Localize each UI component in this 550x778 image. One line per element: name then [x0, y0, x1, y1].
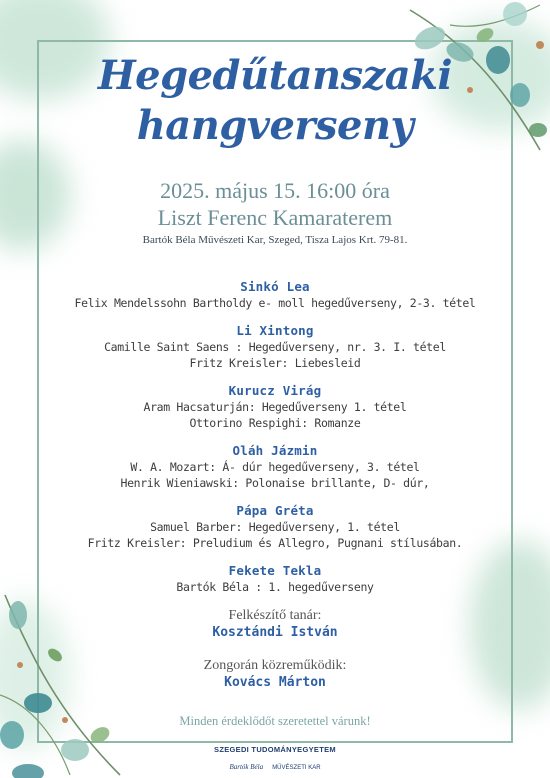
piece-line: W. A. Mozart: Á- dúr hegedűverseny, 3. tétel: [130, 460, 420, 474]
piano-block: [0, 657, 550, 691]
university-logo: [0, 745, 550, 773]
logo-faculty: MŰVÉSZETI KAR: [272, 765, 321, 771]
performer-name: Sinkó Lea: [240, 279, 310, 294]
performer-entry: [0, 322, 550, 371]
piece-line: Fritz Kreisler: Preludium és Allegro, Pugnani stílusában.: [87, 536, 463, 550]
piece-line: Bartók Béla : 1. hegedűverseny: [176, 580, 374, 594]
title-line-1: Hegedűtanszaki: [97, 52, 453, 99]
performer-name: Pápa Gréta: [236, 503, 314, 518]
performer-name: Li Xintong: [236, 323, 314, 338]
piece-line: Aram Hacsaturján: Hegedűverseny 1. tétel: [143, 400, 407, 414]
date-time: 2025. május 15. 16:00 óra: [160, 178, 390, 203]
performer-entry: [0, 382, 550, 431]
program-list: [0, 278, 550, 606]
logo-university: SZEGEDI TUDOMÁNYEGYETEM: [214, 745, 336, 754]
piece-line: Henrik Wieniawski: Polonaise brillante, D- dúr,: [120, 476, 430, 490]
performer-name: Oláh Jázmin: [232, 443, 318, 458]
piece-line: Fritz Kreisler: Liebesleid: [189, 356, 361, 370]
preparation-teacher: Kosztándi István: [212, 625, 338, 640]
performer-name: Fekete Tekla: [228, 563, 322, 578]
piano-label: Zongorán közreműködik:: [203, 658, 347, 673]
invitation-text: Minden érdeklődőt szeretettel várunk!: [179, 714, 371, 728]
piece-line: Ottorino Respighi: Romanze: [189, 416, 361, 430]
piano-player: Kovács Márton: [224, 675, 326, 690]
piece-line: Camille Saint Saens : Hegedűverseny, nr. 3. I. tétel: [104, 340, 446, 354]
performer-entry: [0, 278, 550, 311]
piece-line: Samuel Barber: Hegedűverseny, 1. tétel: [150, 520, 400, 534]
venue: Liszt Ferenc Kamaraterem: [157, 205, 393, 230]
title-line-2: hangverseny: [136, 102, 414, 149]
performer-entry: [0, 442, 550, 491]
performer-name: Kurucz Virág: [228, 383, 322, 398]
preparation-block: [0, 607, 550, 641]
preparation-label: Felkészítő tanár:: [228, 608, 322, 623]
performer-entry: [0, 562, 550, 595]
piece-line: Felix Mendelssohn Bartholdy e- moll hegedűverseny, 2-3. tétel: [74, 296, 476, 310]
logo-signature: Bartók Béla: [229, 763, 264, 771]
performer-entry: [0, 502, 550, 551]
address: Bartók Béla Művészeti Kar, Szeged, Tisza Lajos Krt. 79-81.: [142, 234, 408, 246]
